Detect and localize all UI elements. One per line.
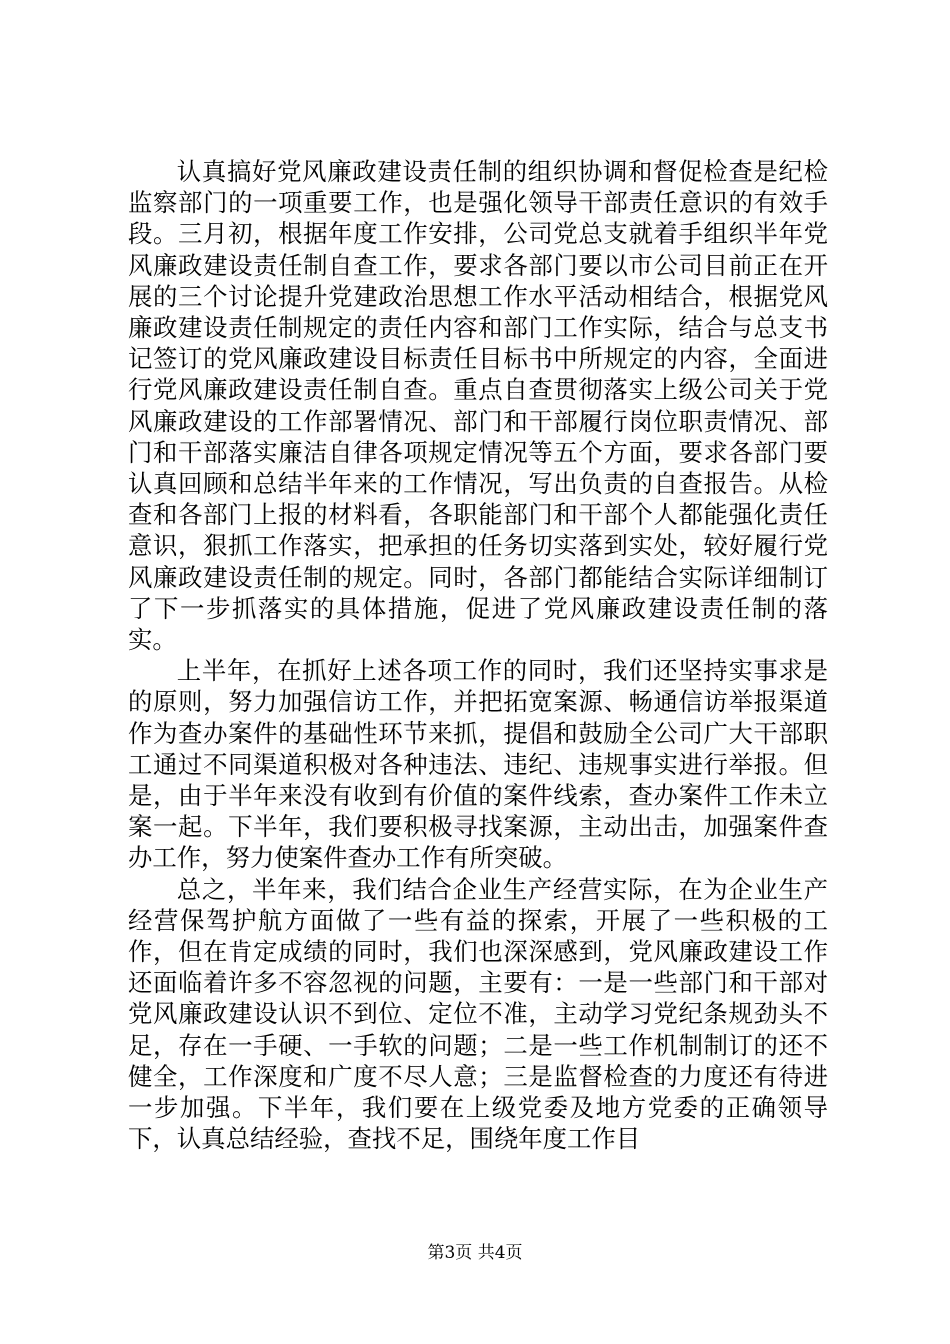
paragraph-2: 上半年，在抓好上述各项工作的同时，我们还坚持实事求是的原则，努力加强信访工作，并把拓宽案源、畅通信访举报渠道作为查办案件的基础性环节来抓，提倡和鼓励全公司广大干部职工通过不同渠道积极对各种违法、违纪、违规事实进行举报。但是，由于半年来没有收到有价值的案件线索，查办案件工作未立案一起。下半年，我们要积极寻找案源，主动出击，加强案件查办工作，努力使案件查办工作有所突破。 [128, 656, 828, 873]
page-number-footer: 第3页 共4页 [427, 1243, 523, 1263]
document-body [128, 156, 828, 1155]
paragraph-3: 总之，半年来，我们结合企业生产经营实际，在为企业生产经营保驾护航方面做了一些有益的探索，开展了一些积极的工作，但在肯定成绩的同时，我们也深深感到，党风廉政建设工作还面临着许多不容忽视的问题，主要有：一是一些部门和干部对党风廉政建设认识不到位、定位不准，主动学习党纪条规劲头不足，存在一手硬、一手软的问题；二是一些工作机制制订的还不健全，工作深度和广度不尽人意；三是监督检查的力度还有待进一步加强。下半年，我们要在上级党委及地方党委的正确领导下，认真总结经验，查找不足，围绕年度工作目 [128, 874, 828, 1154]
paragraph-1: 认真搞好党风廉政建设责任制的组织协调和督促检查是纪检监察部门的一项重要工作，也是强化领导干部责任意识的有效手段。三月初，根据年度工作安排，公司党总支就着手组织半年党风廉政建设责任制自查工作，要求各部门要以市公司目前正在开展的三个讨论提升党建政治思想工作水平活动相结合，根据党风廉政建设责任制规定的责任内容和部门工作实际，结合与总支书记签订的党风廉政建设目标责任目标书中所规定的内容，全面进行党风廉政建设责任制自查。重点自查贯彻落实上级公司关于党风廉政建设的工作部署情况、部门和干部履行岗位职责情况、部门和干部落实廉洁自律各项规定情况等五个方面，要求各部门要认真回顾和总结半年来的工作情况，写出负责的自查报告。从检查和各部门上报的材料看，各职能部门和干部个人都能强化责任意识，狠抓工作落实，把承担的任务切实落到实处，较好履行党风廉政建设责任制的规定。同时，各部门都能结合实际详细制订了下一步抓落实的具体措施，促进了党风廉政建设责任制的落实。 [128, 157, 828, 655]
